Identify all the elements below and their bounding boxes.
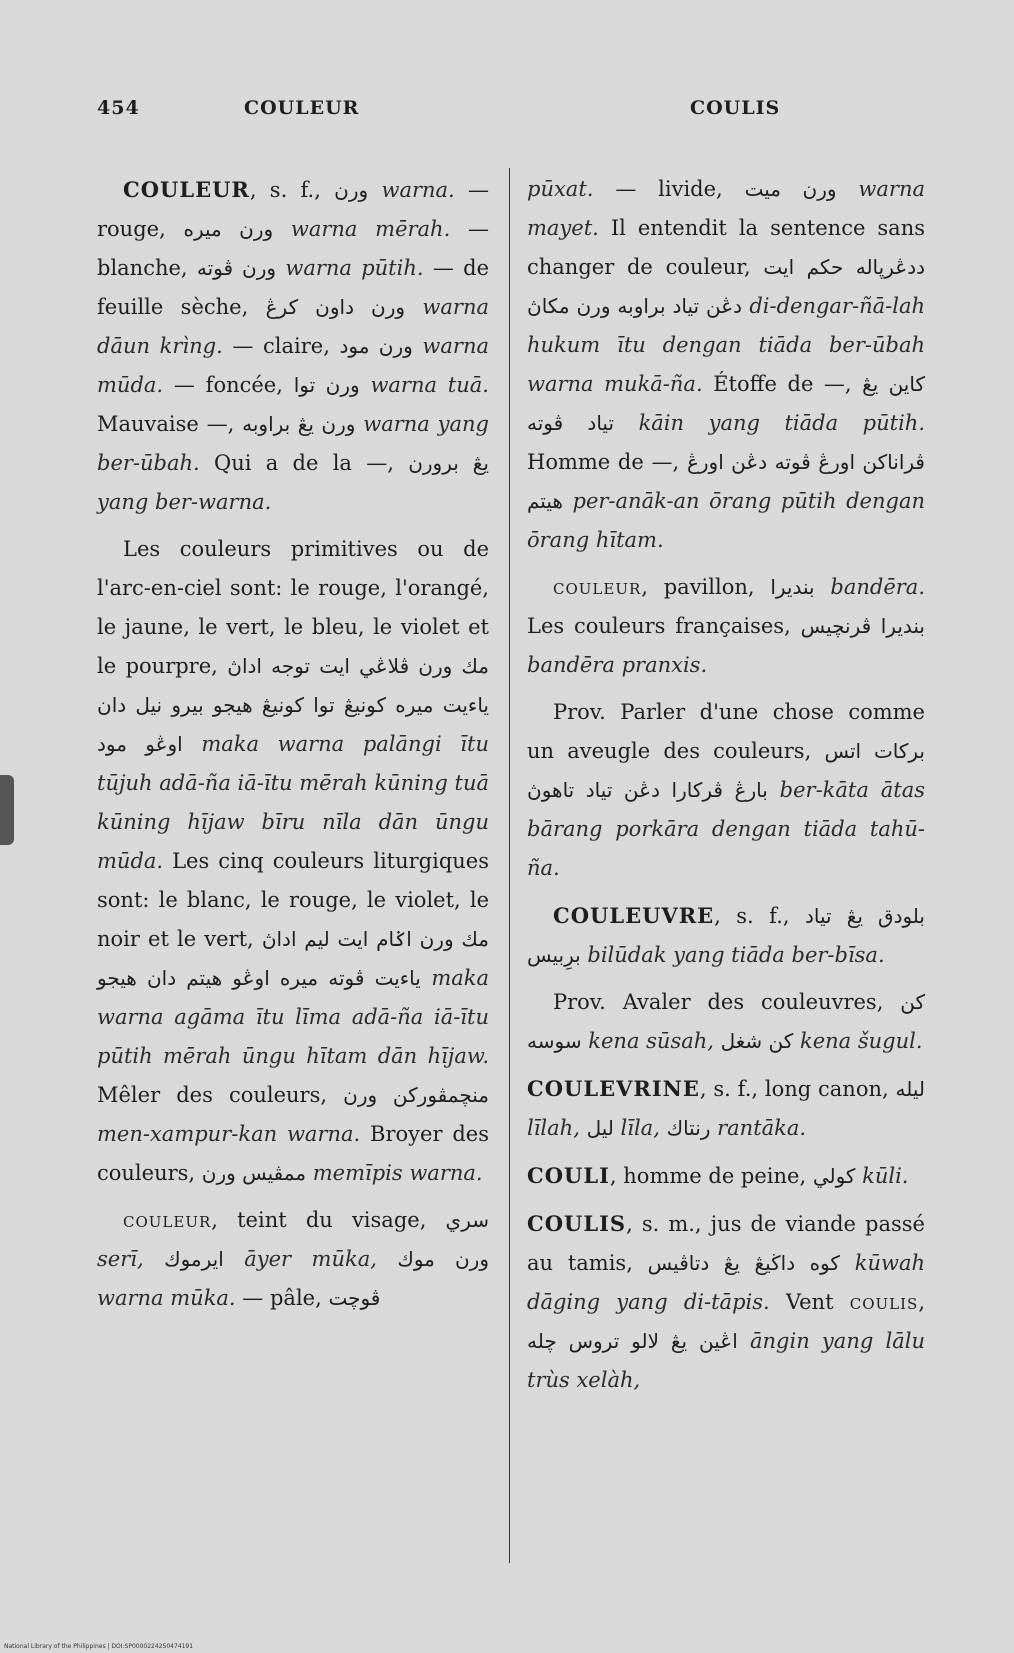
- left-column: [97, 170, 489, 1318]
- right-column: [527, 170, 925, 1400]
- running-head-right: COULIS: [690, 97, 781, 119]
- right-entry: COULIS, s. m., jus de viande passé au tamis, كوه داڬيڠ يڠ دتاڤيس kūwah dāging yang di-tāpis. Vent coulis, اڠين يڠ لالو تروس چله āngin yang lālu trùs xelàh,: [527, 1211, 925, 1392]
- right-entry: Prov. Parler d'une chose comme un aveugle des couleurs, بركات اتس بارڠ ڤركارا دڠن تياد تاهوڽ ber-kāta ātas bārang porkāra dengan tiāda tahū-ña.: [527, 700, 925, 880]
- page-edge-shadow: [0, 775, 14, 845]
- right-entry: couleur, pavillon, بنديرا bandēra. Les couleurs françaises, بنديرا ڤرنچيس bandēra pranxis.: [527, 575, 925, 677]
- left-entry: Les couleurs primitives ou de l'arc-en-ciel sont: le rouge, l'orangé, le jaune, le vert, le bleu, le violet et le pourpre, مك ورن ڤلاڠي ايت توجه اداڽ ياءيت ميره كونيڠ توا كونيڠ هيجو بيرو نيل دان اوڠو مود maka warna palāngi ītu tūjuh adā-ña iā-ītu mērah kūning tuā kūning hījaw bīru nīla dān ūngu mūda. Les cinq couleurs liturgiques sont: le blanc, le rouge, le violet, le noir et le vert, مك ورن اݢام ايت ليم اداڽ ياءيت ڤوته ميره اوڠو هيتم دان هيجو maka warna agāma ītu līma adā-ña iā-ītu pūtih mērah ūngu hītam dān hījaw. Mêler des couleurs, منچمڤوركن ورن men-xampur-kan warna. Broyer des couleurs, ممڤيس ورن memīpis warna.: [97, 537, 489, 1185]
- right-entry: Prov. Avaler des couleuvres, كن سوسه kena sūsah, كن شغل kena šugul.: [527, 990, 925, 1053]
- right-entry: COULI, homme de peine, كولي kūli.: [527, 1163, 909, 1188]
- footer-credit: National Library of the Philippines | DOI:SP0000224250474191: [4, 1643, 194, 1650]
- running-head-left: COULEUR: [244, 97, 360, 119]
- left-entry: COULEUR, s. f., ورن warna. — rouge, ورن ميره warna mērah. — blanche, ورن ڤوته warna pūtih. — de feuille sèche, ورن داون كرڠ warna dāun krìng. — claire, ورن مود warna mūda. — foncée, ورن توا warna tuā. Mauvaise —, ورن يڠ براوبه warna yang ber-ūbah. Qui a de la —, يڠ برورن yang ber-warna.: [97, 177, 490, 514]
- right-entry: COULEVRINE, s. f., long canon, ليله līlah, ليل līla, رنتاك rantāka.: [527, 1076, 925, 1140]
- left-entry: couleur, teint du visage, سري serī, ايرموك āyer mūka, ورن موك warna mūka. — pâle, ڤوچت: [97, 1208, 489, 1310]
- column-divider: [509, 168, 510, 1563]
- right-entry: pūxat. — livide, ورن ميت warna mayet. Il entendit la sentence sans changer de couleur, ددڠرڽاله حكم ايت دڠن تياد براوبه ورن مكاڽ di-dengar-ñā-lah hukum ītu dengan tiāda ber-ūbah warna mukā-ña. Étoffe de —, كاين يڠ تياد ڤوته kāin yang tiāda pūtih. Homme de —, ڤراناكن اورڠ ڤوته دڠن اورڠ هيتم per-anāk-an ōrang pūtih dengan ōrang hītam.: [527, 177, 925, 552]
- right-entry: COULEUVRE, s. f., بلودق يڠ تياد برِبيس bilūdak yang tiāda ber-bīsa.: [527, 903, 925, 967]
- page-number: 454: [97, 97, 140, 119]
